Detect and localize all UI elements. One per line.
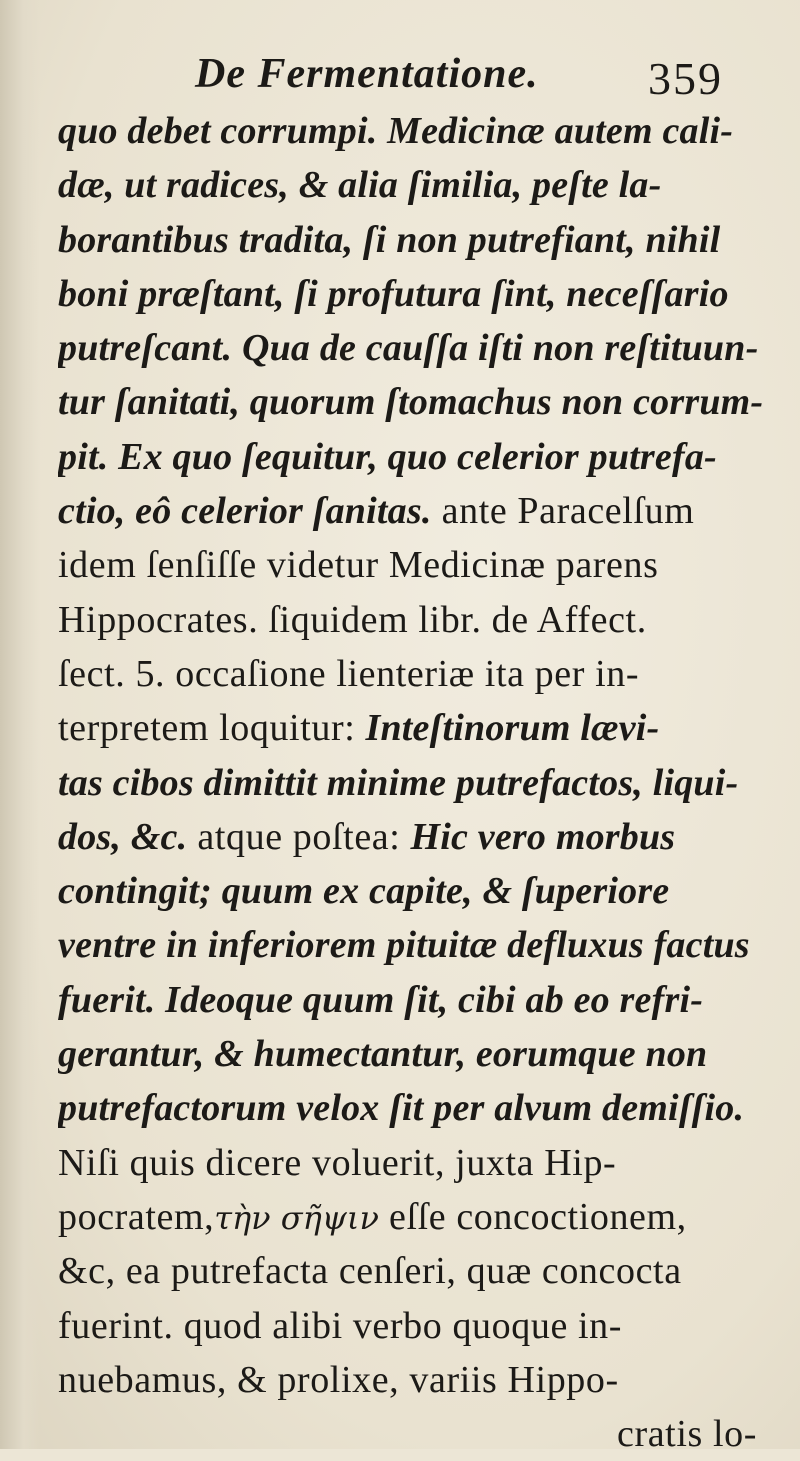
text-segment: Niſi quis dicere voluerit, juxta Hip- <box>58 1141 617 1184</box>
text-line <box>58 1353 793 1407</box>
text-segment: idem ſenſiſſe videtur Medicinæ parens <box>58 544 659 587</box>
text-segment: Hippocrates. ſiquidem libr. de Affect. <box>58 598 647 641</box>
text-segment: &c, ea putrefacta cenſeri, quæ concocta <box>58 1250 682 1293</box>
text-segment: tas cibos dimittit minime putrefactos, liqui- <box>58 761 739 804</box>
text-segment: contingit; quum ex capite, & ſuperiore <box>58 870 670 913</box>
text-segment: borantibus tradita, ſi non putrefiant, nihil <box>58 218 721 261</box>
text-line <box>58 430 793 484</box>
text-segment: gerantur, & humectantur, eorumque non <box>58 1033 708 1076</box>
page-gutter-shadow <box>0 0 40 1449</box>
text-line <box>58 701 793 755</box>
text-segment: cratis lo- <box>616 1413 757 1456</box>
text-segment: putreſcant. Qua de cauſſa iſti non reſtituun- <box>58 327 759 370</box>
text-segment: dæ, ut radices, & alia ſimilia, peſte la- <box>58 164 662 207</box>
text-segment: dos, &c. <box>58 815 188 858</box>
text-line <box>58 213 793 267</box>
text-line <box>58 647 793 701</box>
running-title: De Fermentatione. <box>195 51 539 97</box>
text-segment: terpretem loquitur: <box>58 707 366 750</box>
text-segment: atque poſtea: <box>187 815 411 858</box>
text-segment: ſect. 5. occaſione lienteriæ ita per in- <box>58 652 640 695</box>
text-line <box>58 1244 793 1298</box>
text-line <box>58 321 793 375</box>
text-line <box>58 593 793 647</box>
text-line <box>58 810 793 864</box>
text-segment: τὴν σῆψιν <box>214 1198 379 1237</box>
text-line <box>58 484 793 538</box>
text-line <box>58 1407 793 1461</box>
text-segment: ante Paracelſum <box>431 490 695 533</box>
text-line <box>58 104 793 158</box>
text-line <box>58 756 793 810</box>
page-header <box>0 42 800 112</box>
text-segment: pit. Ex quo ſequitur, quo celerior putrefa- <box>58 435 717 478</box>
text-line <box>58 864 793 918</box>
text-segment: ctio, eô celerior ſanitas. <box>58 490 432 533</box>
text-segment: quo debet corrumpi. Medicinæ autem cali- <box>58 110 734 152</box>
text-segment: pocratem, <box>58 1195 215 1238</box>
text-line <box>58 973 793 1027</box>
text-line <box>58 1299 793 1353</box>
text-line <box>58 1027 793 1081</box>
text-segment: tur ſanitati, quorum ſtomachus non corrum- <box>58 381 764 424</box>
text-line <box>58 1190 793 1244</box>
body-text <box>58 104 793 1461</box>
text-segment: fuerint. quod alibi verbo quoque in- <box>58 1304 623 1347</box>
text-segment: nuebamus, & prolixe, variis Hippo- <box>58 1358 619 1401</box>
text-line <box>58 158 793 212</box>
text-line <box>58 1136 793 1190</box>
text-segment: ventre in inferiorem pituitæ defluxus factus <box>58 924 750 967</box>
text-segment: Hic vero morbus <box>410 815 676 858</box>
text-line <box>58 1081 793 1135</box>
text-segment: putrefactorum velox ſit per alvum demiſſio. <box>58 1087 745 1130</box>
page-number: 359 <box>648 53 723 104</box>
text-line <box>58 267 793 321</box>
text-segment: Inteſtinorum lævi- <box>365 707 660 750</box>
text-line <box>58 538 793 592</box>
text-line <box>58 918 793 972</box>
text-segment: fuerit. Ideoque quum ſit, cibi ab eo refri- <box>58 978 704 1021</box>
text-segment: boni præſtant, ſi profutura ſint, neceſſario <box>58 272 729 315</box>
text-line <box>58 375 793 429</box>
text-segment: eſſe concoctionem, <box>378 1195 687 1238</box>
